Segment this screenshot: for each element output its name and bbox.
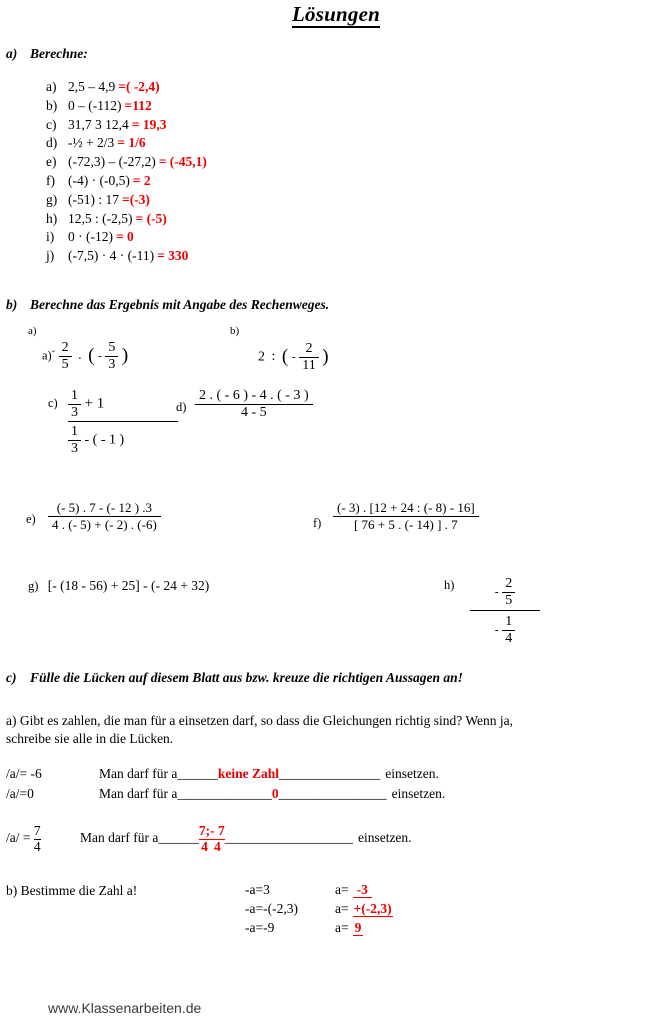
expression-b-h-body: [470, 576, 540, 647]
fill-row-1-suffix: einsetzen.: [385, 766, 439, 781]
item-index: j): [46, 248, 55, 264]
item-answer: = 330: [157, 248, 189, 264]
item-answer: =(-3): [122, 191, 150, 207]
expression-b-f-label: f): [313, 516, 322, 530]
fraction-denominator: 4: [201, 838, 208, 854]
expression-b-b-first: 2: [258, 349, 265, 365]
answer-value[interactable]: 9: [354, 920, 362, 935]
item-index: g): [46, 191, 58, 207]
fraction-denominator: 4: [502, 630, 515, 647]
fraction-denominator: 4 . (- 5) + (- 2) . (-6): [48, 516, 161, 533]
expression-b-a: [28, 325, 37, 345]
expression-b-g-body: [- (18 - 56) + 25] - (- 24 + 32): [47, 578, 210, 593]
item-expression: 2,5 – 4,9: [68, 79, 116, 94]
fraction-numerator: 1: [71, 388, 78, 403]
item-answer: =112: [124, 97, 152, 113]
item-answer: =( -2,4): [118, 79, 160, 94]
fill-row-1-lhs: /a/= -6: [6, 766, 42, 781]
item-index: a): [46, 79, 57, 94]
item-answer: = 1/6: [117, 135, 146, 151]
question-a-line2: schreibe sie alle in die Lücken.: [6, 731, 174, 746]
fraction-denominator: 3: [68, 404, 81, 421]
list-item: [46, 153, 207, 172]
fill-row-2-answer[interactable]: 0: [271, 786, 279, 801]
fill-row-1: [6, 766, 439, 782]
fraction-numerator: 7: [33, 823, 41, 838]
page-title-text: Lösungen: [292, 2, 380, 26]
divide-operator: :: [271, 349, 276, 365]
expression-b-h-label: h): [444, 578, 455, 592]
expression-b-a-tag: a): [42, 348, 52, 363]
item-answer: = 19,3: [131, 116, 167, 132]
expression-b-d-body: [195, 388, 313, 421]
fraction-numerator: 2 . ( - 6 ) - 4 . ( - 3 ): [199, 388, 309, 403]
item-index: d): [46, 135, 58, 151]
outer-fraction-numerator: [470, 576, 540, 611]
answer-value[interactable]: -3: [353, 882, 372, 898]
fill-row-1-prompt: Man darf für a: [99, 766, 178, 781]
answer-label: a=: [335, 882, 349, 897]
question-a-line1: a) Gibt es zahlen, die man für a einsetzen darf, so dass die Gleichungen richtig sind? Wenn ja,: [6, 713, 513, 728]
answer-value[interactable]: +(-2,3): [353, 901, 392, 916]
item-expression: (-4) · (-0,5): [68, 172, 130, 188]
fraction-1-3-upper: [68, 388, 81, 420]
expression-b-b-body: [258, 341, 329, 373]
expression-b-d-label: d): [176, 400, 187, 414]
outer-fraction-numerator: [68, 388, 178, 422]
list-item: [46, 172, 207, 191]
fraction-2-11: [299, 341, 318, 373]
fraction-denominator: 5: [59, 356, 72, 373]
item-index: i): [46, 229, 55, 245]
fraction-denominator: [ 76 + 5 . (- 14) ] . 7: [333, 516, 479, 533]
item-expression: 12,5 : (-2,5): [68, 210, 133, 226]
outer-fraction-denominator: [470, 611, 540, 646]
list-item: [46, 78, 207, 97]
question-b-text: b) Bestimme die Zahl a!: [6, 883, 138, 898]
item-expression: 0 · (-12): [68, 229, 113, 245]
item-expression: (-51) : 17: [68, 191, 119, 207]
expression-b-e-body: [48, 500, 161, 533]
section-c-label: c): [6, 670, 17, 685]
expression-b-a-body: [42, 340, 128, 372]
expression-b-g-label: g): [28, 579, 39, 593]
item-answer: = (-5): [135, 210, 167, 226]
fraction-1-3-lower: [68, 424, 81, 456]
fill-row-2-blank-after[interactable]: ________________: [278, 786, 387, 801]
expression-b-d-tag: [176, 400, 186, 416]
fill-row-1-answer[interactable]: keine Zahl: [217, 766, 279, 781]
list-item: [46, 210, 207, 229]
expression-b-e-label: e): [26, 512, 36, 526]
item-answer: = 2: [132, 172, 151, 188]
fraction-numerator: 5: [108, 340, 116, 355]
item-index: h): [46, 210, 58, 226]
fill-row-3-lhs-prefix: /a/ =: [6, 830, 31, 846]
fill-row-2-suffix: einsetzen.: [391, 786, 446, 801]
section-a-heading: [6, 46, 88, 62]
section-c-heading: [6, 670, 463, 686]
list-item: [46, 116, 207, 135]
equation: -a=3: [245, 882, 270, 897]
fill-row-2-blank-before[interactable]: ______________: [177, 786, 272, 801]
fraction-numerator: 7;: [198, 823, 211, 838]
equation: -a=-9: [245, 920, 275, 935]
expression-b-f-tag: [313, 516, 321, 532]
footer-url: www.Klassenarbeiten.de: [48, 1000, 202, 1016]
expression-b-e-tag: [26, 512, 36, 528]
fraction-denominator: 5: [502, 592, 515, 609]
expression-b-a-tag-small: a): [28, 325, 37, 337]
fill-row-2-prompt: Man darf für a: [99, 786, 178, 801]
fraction-numerator: 1: [505, 614, 513, 630]
fraction-denominator: 4: [214, 838, 221, 854]
list-item: [46, 247, 207, 266]
expression-b-c-tag: [48, 396, 58, 412]
page-title: [0, 2, 672, 27]
fraction-numerator: 2: [61, 340, 69, 355]
fraction-numerator: 2: [505, 576, 513, 591]
item-index: e): [46, 154, 57, 170]
fill-row-3-answer-1[interactable]: [199, 824, 210, 854]
fraction-5-3: [105, 340, 118, 372]
fill-row-1-blank-before[interactable]: ______: [177, 766, 218, 781]
list-item: [46, 134, 207, 153]
fill-row-3-answer-2[interactable]: [210, 824, 225, 854]
plus-one-term: + 1: [84, 395, 105, 412]
section-a-heading-text: Berechne:: [30, 46, 88, 61]
section-a-label: a): [6, 46, 18, 61]
expression-b-b-tag-wrap: [230, 325, 239, 345]
expression-b-g: [28, 578, 209, 594]
item-index: b): [46, 97, 58, 113]
multiply-operator: .: [78, 348, 82, 364]
upper-minus: -: [494, 584, 499, 599]
item-index: c): [46, 116, 57, 132]
open-paren: (: [88, 345, 95, 367]
item-answer: = 0: [115, 229, 134, 245]
lower-rest-term: - ( - 1 ): [84, 432, 125, 448]
inner-minus: -: [97, 348, 102, 363]
close-paren: ): [121, 345, 129, 367]
fill-row-1-blank-after[interactable]: _______________: [278, 766, 381, 781]
fill-row-2: [6, 786, 445, 802]
section-b-heading-text: Berechne das Ergebnis mit Angabe des Rechenweges.: [30, 297, 330, 312]
section-c-heading-text: Fülle die Lücken auf diesem Blatt aus bzw. kreuze die richtigen Aussagen an!: [30, 670, 463, 685]
determine-a-row-2: [245, 901, 393, 917]
inner-minus: -: [291, 349, 296, 364]
lower-minus: -: [494, 622, 499, 637]
expression-b-f-body: [333, 500, 479, 533]
question-a-paragraph: [6, 712, 646, 748]
determine-a-row-3: [245, 920, 363, 936]
fraction-2-5: [502, 576, 515, 608]
section-b-label: b): [6, 297, 18, 312]
list-item: [46, 191, 207, 210]
item-expression: (-72,3) – (-27,2): [68, 154, 156, 170]
list-item: [46, 97, 207, 116]
fraction-denominator: 11: [299, 357, 318, 374]
fraction-numerator: 1: [71, 424, 78, 440]
expression-b-c-body: [68, 388, 188, 457]
open-paren: (: [281, 346, 289, 368]
fraction-numerator: (- 5) . 7 - (- 12 ) .3: [56, 500, 153, 515]
expression-b-a-minus: -: [51, 345, 56, 357]
fraction-denominator: 3: [68, 440, 81, 457]
calculation-list: [46, 78, 207, 266]
fraction-denominator: 4 - 5: [195, 404, 313, 421]
fill-row-2-lhs: /a/=0: [6, 786, 34, 801]
fraction-2-5: [59, 340, 72, 372]
equation: -a=-(-2,3): [245, 901, 298, 916]
item-expression: (-7,5) · 4 · (-11): [68, 248, 155, 264]
fraction-denominator: 3: [105, 356, 118, 373]
answer-label: a=: [335, 901, 349, 916]
fraction-numerator: - 7: [210, 823, 225, 838]
outer-fraction-denominator: [68, 422, 188, 456]
fill-row-3-suffix: einsetzen.: [357, 830, 412, 846]
answer-label: a=: [335, 920, 349, 935]
fill-row-3: [6, 824, 412, 854]
fraction-denominator: 4: [33, 838, 41, 854]
fraction-1-4: [502, 614, 515, 646]
item-expression: -½ + 2/3: [68, 135, 115, 151]
section-b-heading: [6, 297, 329, 313]
expression-b-c-label: c): [48, 396, 58, 410]
item-expression: 0 – (-112): [68, 97, 122, 113]
fill-row-3-prompt: Man darf für a: [79, 830, 159, 846]
fraction-numerator: 2: [305, 341, 313, 356]
item-index: f): [46, 172, 55, 188]
fill-row-3-blank-before[interactable]: ______: [158, 830, 199, 846]
fill-row-3-lhs-fraction: [34, 824, 41, 854]
close-paren: ): [322, 346, 329, 368]
fill-row-3-blank-after[interactable]: ___________________: [224, 830, 353, 846]
determine-a-row-1: [245, 882, 372, 898]
list-item: [46, 228, 207, 247]
fraction-numerator: (- 3) . [12 + 24 : (- 8) - 16]: [337, 500, 475, 515]
expression-b-b-tag: b): [230, 325, 240, 337]
item-expression: 31,7 3 12,4: [68, 116, 129, 132]
item-answer: = (-45,1): [158, 154, 207, 170]
expression-b-h-tag: [444, 578, 454, 594]
